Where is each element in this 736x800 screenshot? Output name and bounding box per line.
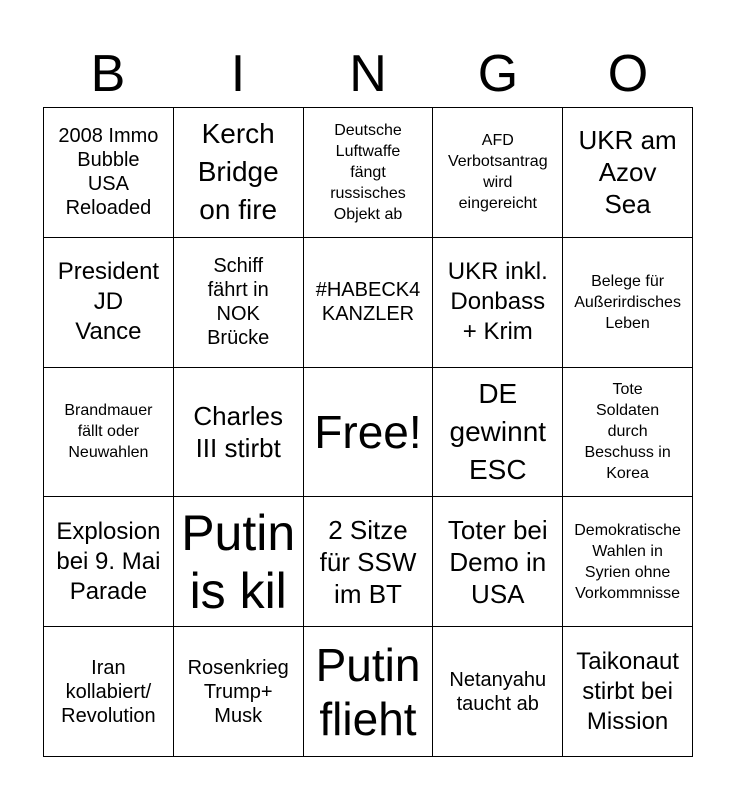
bingo-cell-r2c2[interactable] [174,238,304,368]
bingo-cell-r1c5[interactable] [563,108,693,238]
bingo-cell-r5c4[interactable] [433,627,563,757]
header-letter-b: B [90,45,126,103]
bingo-cell-r4c3[interactable] [304,497,434,627]
bingo-grid [43,107,693,757]
header-letter-n: N [349,45,387,103]
bingo-cell-r1c2[interactable] [174,108,304,238]
bingo-cell-r1c3[interactable] [304,108,434,238]
bingo-cell-r1c1[interactable] [44,108,174,238]
bingo-cell-r4c5[interactable] [563,497,693,627]
bingo-cell-r3c4[interactable] [433,368,563,498]
cell-text: DE gewinnt ESC [449,377,547,485]
cell-text: Netanyahu taucht ab [449,668,547,715]
header-letter-i: I [230,45,246,103]
cell-text: Putin flieht [315,638,421,745]
cell-text: Schiff fährt in NOK Brücke [207,255,270,350]
bingo-cell-r2c5[interactable] [563,238,693,368]
cell-text: UKR inkl. Donbass + Krim [447,258,548,346]
cell-text: 2 Sitze für SSW im BT [319,514,417,609]
bingo-cell-r3c1[interactable] [44,368,174,498]
cell-text: Toter bei Demo in USA [447,514,548,609]
bingo-cell-r3c5[interactable] [563,368,693,498]
bingo-cell-r2c1[interactable] [44,238,174,368]
cell-text: Taikonaut stirbt bei Mission [576,647,679,735]
cell-text: Charles III stirbt [193,400,283,463]
cell-text: Tote Soldaten durch Beschuss in Korea [584,381,671,483]
cell-text: AFD Verbotsantrag wird eingereicht [447,132,548,213]
bingo-cell-r5c2[interactable] [174,627,304,757]
bingo-cell-r4c4[interactable] [433,497,563,627]
cell-text: Brandmauer fällt oder Neuwahlen [64,402,153,462]
bingo-cell-r2c4[interactable] [433,238,563,368]
cell-text: Kerch Bridge on fire [197,118,279,226]
bingo-cell-r3c2[interactable] [174,368,304,498]
cell-text: Explosion bei 9. Mai Parade [56,517,161,605]
header-letter-o: O [607,45,649,103]
free-space-text: Free! [314,405,422,458]
cell-text: Rosenkrieg Trump+ Musk [187,656,289,727]
header-letter-g: G [477,45,519,103]
bingo-cell-r1c4[interactable] [433,108,563,238]
bingo-cell-r5c5[interactable] [563,627,693,757]
bingo-cell-r4c1[interactable] [44,497,174,627]
cell-text: Iran kollabiert/ Revolution [61,656,156,727]
cell-text: Belege für Außerirdisches Leben [574,272,681,332]
bingo-cell-r5c3[interactable] [304,627,434,757]
bingo-header [43,40,693,108]
bingo-cell-r4c2[interactable] [174,497,304,627]
bingo-cell-r5c1[interactable] [44,627,174,757]
cell-text: UKR am Azov Sea [578,125,677,220]
cell-text: Demokratische Wahlen in Syrien ohne Vorkommnisse [574,521,681,602]
cell-text: President JD Vance [57,258,160,346]
cell-text: Deutsche Luftwaffe fängt russisches Objekt ab [330,121,406,223]
cell-text: #HABECK4 KANZLER [315,279,421,326]
cell-text: 2008 Immo Bubble USA Reloaded [58,125,159,220]
bingo-cell-r2c3[interactable] [304,238,434,368]
cell-text: Putin is kil [181,504,296,619]
bingo-cell-r3c3-free[interactable] [304,368,434,498]
